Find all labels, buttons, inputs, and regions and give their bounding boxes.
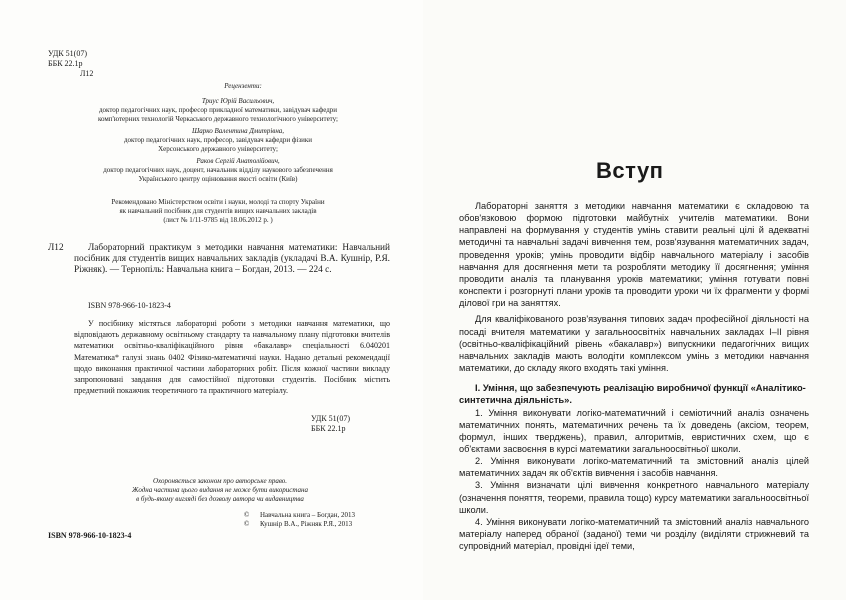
copyright-publisher (244, 511, 414, 520)
reviewer-position: комп'ютерних технологій Черкаського державного технологічного університету; (97, 115, 339, 123)
reviewer-position: Українського центру оцінювання якості освіти (Київ) (138, 175, 298, 183)
intro-paragraph-1: Лабораторні заняття з методики навчання математики є складовою та обов'язковою формою підготовки майбутніх учителів математики. Вони направлені на формування у студентів умінь ставити реальні цілі й адекватні методичні та навчальні задачі вивчення тем, розв'язування математичних задач, проведення уроків; умінь проводити відбір навчального матеріалу і засобів навчання для досягнення мети та розробляти методику її досягнення; уміння проводити аналіз та планування уроків математики; уміння готувати повні конспекти і розгорнуті плани уроків та проводити уроки чи їх фрагменти у формі ділової гри на заняттях. (459, 201, 809, 309)
reviewer-2 (48, 127, 388, 154)
list-item: 1. Уміння виконувати логіко-математичний і семіотичний аналіз означень математичних понять, математичних речень та їх доведень (аксіом, теорем, формул, інших тверджень), правил, алгоритмів, евристичних схем, що є об'єктами засвоєння в курсі математики загальноосвітньої школи. (459, 407, 809, 454)
isbn: ISBN 978-966-10-1823-4 (88, 301, 171, 310)
isbn-bottom: ISBN 978-966-10-1823-4 (48, 531, 132, 540)
intro-paragraph-2: Для кваліфікованого розв'язування типових задач професійної діяльності на посаді вчителя математики у загальноосвітніх навчальних закладах I–II рівня (освітньо-кваліфікаційний рівень «бакалавр») випускники педагогічних вищих навчальних закладів мають володіти комплексом умінь з методики навчання математики, до складу якого входять такі уміння. (459, 314, 809, 374)
bbk-code-bottom: ББК 22.1р (311, 424, 346, 433)
reviewer-name: Шарко Валентина Дмитрівна, (191, 127, 285, 135)
bbk-code: ББК 22.1р (48, 59, 83, 68)
right-page (423, 0, 846, 600)
reviewer-3 (48, 157, 388, 184)
classification-codes (48, 49, 128, 79)
reviewers-block (48, 82, 388, 184)
codes-bottom (311, 414, 381, 434)
catalog-entry: Лабораторний практикум з методики навчання математики: Навчальний посібник для студентів вищих навчальних закладів (укладачі В.А. Кушнір, Р.Я. Ріжняк). — Тернопіль: Навчальна книга – Богдан, 2013. — 224 с. (74, 243, 390, 276)
intro-text (459, 200, 809, 552)
copyright-list (244, 511, 414, 529)
copyright-notice-line: Охороняється законом про авторське право. (152, 477, 288, 485)
catalog-code: Л12 (48, 243, 64, 253)
udc-code-bottom: УДК 51(07) (311, 414, 350, 423)
author-mark: Л12 (80, 69, 94, 78)
section-title: I. Уміння, що забезпечують реалізацію виробничої функції «Аналітико-синтетична діяльність». (459, 382, 806, 406)
copyright-notice (100, 477, 340, 504)
page-heading: Вступ (596, 158, 664, 183)
recommendation (48, 198, 388, 225)
annotation: У посібнику містяться лабораторні роботи з методики навчання математики, що відповідають державному освітньому стандарту та навчальному плану підготовки вчителів математики освітньо-кваліфікаційного рівня «бакалавр» спеціальності 6.040201 Математика* галузі знань 0402 Фізико-математичні науки. Надано детальні рекомендації щодо виконання практичної частини лабораторних робіт. Після кожної частини викладу запропоновані завдання для самостійної підготовки студентів. Посібник містить предметний покажчик теоретичного та практичного матеріалу. (74, 319, 390, 396)
reviewer-position: Херсонського державного університету; (158, 145, 278, 153)
recommendation-line: як навчальний посібник для студентів вищих навчальних закладів (119, 207, 317, 215)
copyright-symbol: © (244, 511, 250, 519)
reviewer-position: доктор педагогічних наук, доцент, начальник відділу наукового забезпечення (103, 166, 333, 174)
copyright-notice-line: в будь-якому вигляді без дозволу автора чи видавництва (136, 495, 304, 503)
reviewer-name: Триус Юрій Васильович, (201, 97, 275, 105)
copyright-text: Кушнір В.А., Ріжняк Р.Я., 2013 (260, 520, 353, 528)
reviewer-name: Раков Сергій Анатолійович, (196, 157, 280, 165)
copyright-text: Навчальна книга – Богдан, 2013 (260, 511, 356, 519)
reviewers-title: Рецензенти: (224, 82, 262, 90)
copyright-symbol: © (244, 520, 250, 528)
reviewer-position: доктор педагогічних наук, професор прикладної математики, завідувач кафедри (98, 106, 338, 114)
list-item: 3. Уміння визначати цілі вивчення конкретного навчального матеріалу (означення поняття, теореми, правила тощо) курсу математики загальноосвітньої школи. (459, 480, 809, 515)
reviewer-1 (48, 97, 388, 124)
udc-code: УДК 51(07) (48, 49, 87, 58)
list-item: 4. Уміння виконувати логіко-математичний та змістовний аналіз навчального матеріалу наперед обраної (заданої) теми чи розділу (виділяти стрижневий та супровідний матеріал, провідні ідеї теми, (459, 516, 809, 552)
recommendation-line: Рекомендовано Міністерством освіти і науки, молоді та спорту України (111, 198, 325, 206)
reviewer-position: доктор педагогічних наук, професор, завідувач кафедри фізики (123, 136, 312, 144)
copyright-authors (244, 520, 414, 529)
copyright-notice-line: Жодна частина цього видання не може бути використана (132, 486, 308, 494)
recommendation-line: (лист № 1/11-9785 від 18.06.2012 р. ) (163, 216, 273, 224)
list-item: 2. Уміння виконувати логіко-математичний та змістовний аналіз цілей математичних задач як об'єктів вивчення і засобів навчання. (459, 456, 809, 479)
